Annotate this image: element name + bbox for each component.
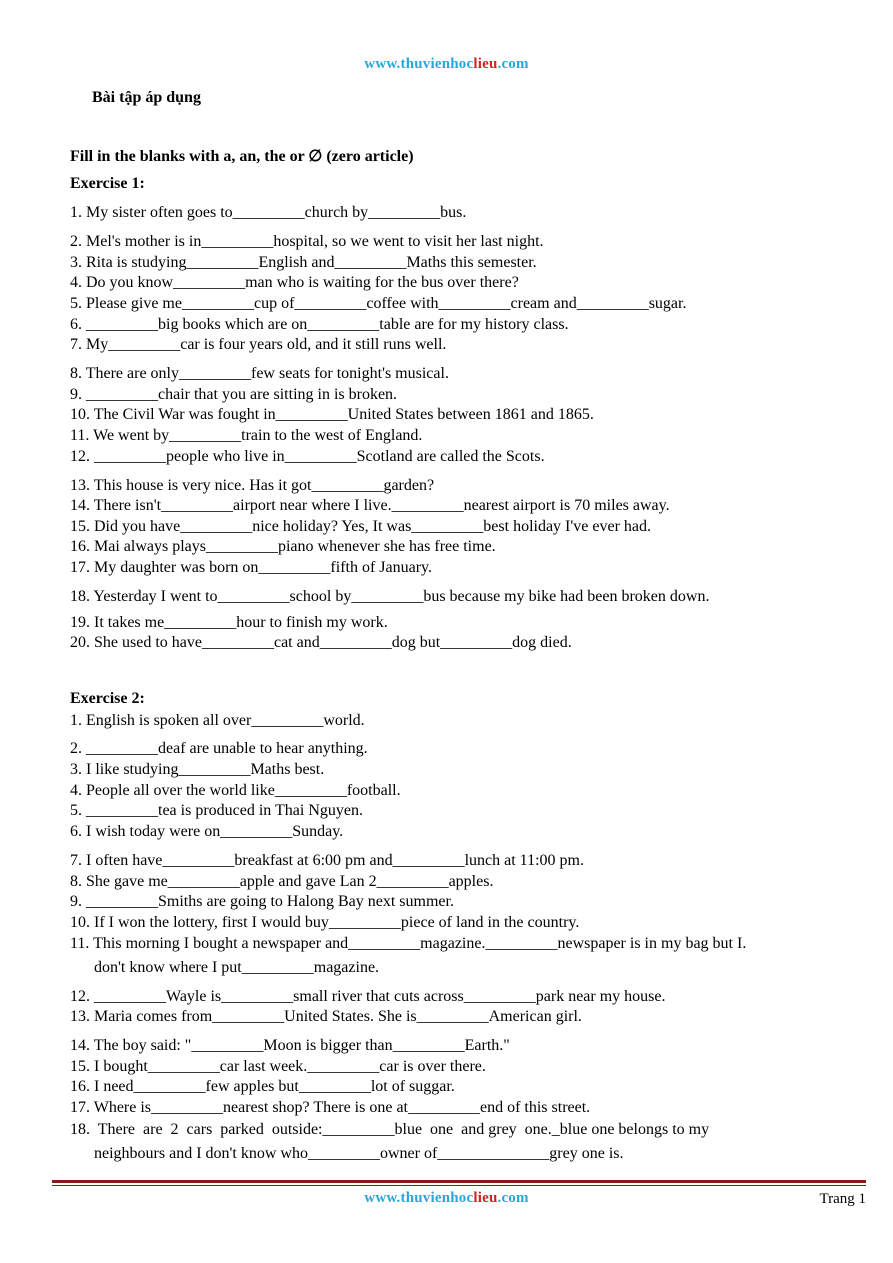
exercise-line: 5. Please give me_________cup of_________coffee with_________cream and_________sugar. [70,295,687,312]
exercise-line: 4. Do you know_________man who is waiting for the bus over there? [70,274,519,291]
exercise-line: 19. It takes me_________hour to finish my work. [70,614,388,631]
exercise-line: 15. I bought_________car last week._________car is over there. [70,1058,486,1075]
exercise-line: 14. The boy said: "_________Moon is bigger than_________Earth." [70,1037,510,1054]
exercise-line: 12. _________people who live in_________Scotland are called the Scots. [70,448,545,465]
exercise-line: 16. Mai always plays_________piano whenever she has free time. [70,538,496,555]
exercise-line: 9. _________Smiths are going to Halong Bay next summer. [70,893,454,910]
exercise-line: 1. My sister often goes to_________church by_________bus. [70,204,467,221]
exercise-line: neighbours and I don't know who_________owner of______________grey one is. [70,1145,624,1162]
exercise-2-title: Exercise 2: [70,690,145,707]
exercise-line: 2. _________deaf are unable to hear anything. [70,740,368,757]
exercise-line: 3. Rita is studying_________English and_________Maths this semester. [70,254,537,271]
footer-divider-thin [52,1185,866,1186]
exercise-line: 15. Did you have_________nice holiday? Yes, It was_________best holiday I've ever had. [70,518,651,535]
exercise-line: 20. She used to have_________cat and_________dog but_________dog died. [70,634,572,651]
exercise-line: 18. There are 2 cars parked outside:_________blue one and grey one._blue one belongs to my [70,1121,710,1138]
exercise-line: 8. There are only_________few seats for tonight's musical. [70,365,449,382]
exercise-line: 11. This morning I bought a newspaper and_________magazine._________newspaper is in my bag but I. [70,935,747,952]
exercise-line: 8. She gave me_________apple and gave Lan 2_________apples. [70,873,494,890]
exercise-line: 12. _________Wayle is_________small river that cuts across_________park near my house. [70,988,666,1005]
exercise-line: 6. _________big books which are on_________table are for my history class. [70,316,569,333]
exercise-line: 6. I wish today were on_________Sunday. [70,823,344,840]
exercise-line: 9. _________chair that you are sitting in is broken. [70,386,398,403]
exercise-line: 17. My daughter was born on_________fifth of January. [70,559,433,576]
site-url-header[interactable]: www.thuvienhoclieu.com [364,56,529,72]
exercise-line: 16. I need_________few apples but_________lot of suggar. [70,1078,455,1095]
page-heading: Bài tập áp dụng [92,89,201,106]
exercise-line: 14. There isn't_________airport near where I live._________nearest airport is 70 miles away. [70,497,670,514]
exercise-line: 2. Mel's mother is in_________hospital, so we went to visit her last night. [70,233,544,250]
exercise-line: 5. _________tea is produced in Thai Nguyen. [70,802,363,819]
exercise-line: 1. English is spoken all over_________world. [70,712,365,729]
exercise-line: 7. I often have_________breakfast at 6:00 pm and_________lunch at 11:00 pm. [70,852,584,869]
exercise-line: 10. If I won the lottery, first I would buy_________piece of land in the country. [70,914,580,931]
exercise-line: 11. We went by_________train to the west of England. [70,427,423,444]
exercise-line: 17. Where is_________nearest shop? There is one at_________end of this street. [70,1099,591,1116]
exercise-line: 10. The Civil War was fought in_________United States between 1861 and 1865. [70,406,594,423]
page-number: Trang 1 [819,1191,866,1207]
exercise-line: 3. I like studying_________Maths best. [70,761,325,778]
exercise-line: 7. My_________car is four years old, and it still runs well. [70,336,447,353]
exercise-1-title: Exercise 1: [70,175,145,192]
site-url-footer[interactable]: www.thuvienhoclieu.com [364,1190,529,1206]
exercise-line: don't know where I put_________magazine. [70,959,380,976]
instruction: Fill in the blanks with a, an, the or ∅ (zero article) [70,148,414,165]
exercise-line: 13. This house is very nice. Has it got_________garden? [70,477,435,494]
exercise-line: 13. Maria comes from_________United States. She is_________American girl. [70,1008,582,1025]
exercise-line: 4. People all over the world like_________football. [70,782,401,799]
exercise-line: 18. Yesterday I went to_________school by_________bus because my bike had been broken down. [70,588,710,605]
footer-divider [52,1180,866,1183]
